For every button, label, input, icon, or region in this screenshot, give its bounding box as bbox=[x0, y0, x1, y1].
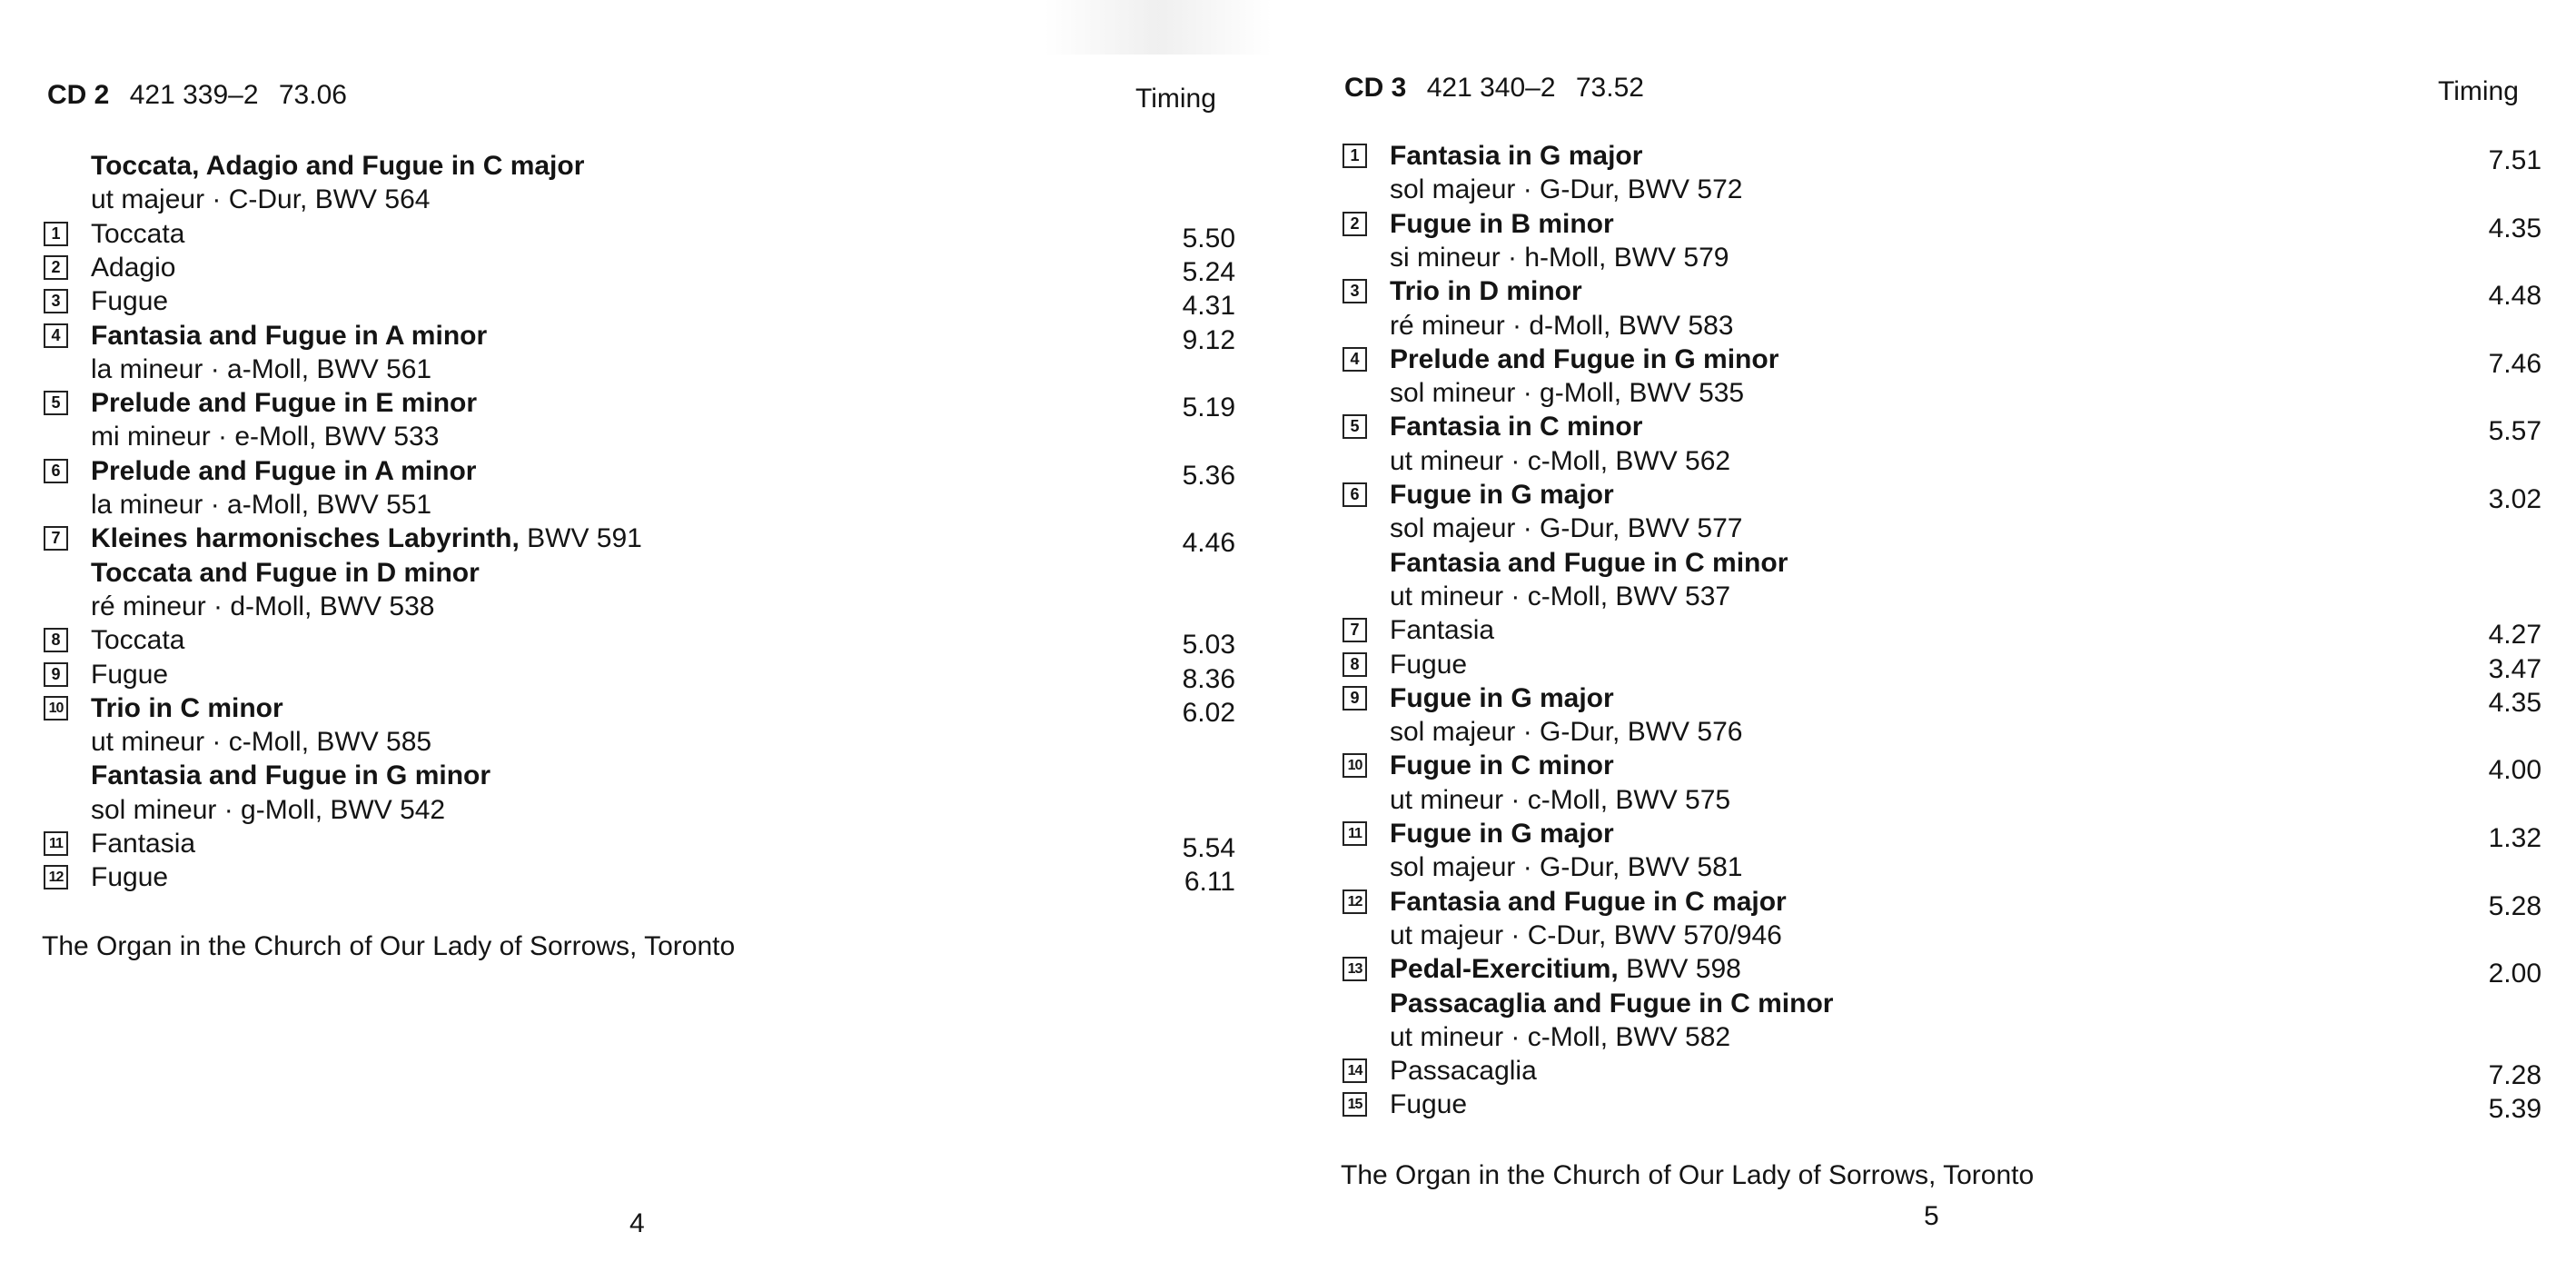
track-number-box: 7 bbox=[1342, 618, 1367, 642]
track-line bbox=[44, 183, 1235, 216]
track-line bbox=[1342, 987, 2541, 1020]
track-line bbox=[1342, 817, 2541, 853]
key-subtitle: ut mineur · c-Moll, BWV 585 bbox=[91, 727, 432, 758]
track-number-box: 9 bbox=[44, 662, 68, 687]
work-title bbox=[91, 149, 584, 183]
work-title bbox=[91, 454, 476, 488]
work-title-bold: Fantasia and Fugue in A minor bbox=[91, 320, 488, 351]
key-subtitle: ré mineur · d-Moll, BWV 538 bbox=[91, 591, 435, 621]
track-line bbox=[1342, 850, 2541, 884]
track-line bbox=[1342, 783, 2541, 817]
track-line bbox=[44, 284, 1235, 322]
track-time: 5.24 bbox=[1182, 256, 1235, 287]
key-subtitle: ut majeur · C-Dur, BWV 570/946 bbox=[1390, 919, 1782, 950]
track-line bbox=[1342, 274, 2541, 312]
track-line bbox=[1342, 478, 2541, 512]
track-time: 4.00 bbox=[2488, 755, 2541, 786]
cd-label: CD 2 bbox=[47, 80, 110, 110]
track-number-box: 1 bbox=[44, 222, 68, 246]
movement-name: Fantasia bbox=[1390, 615, 1495, 646]
track-time: 4.31 bbox=[1182, 291, 1235, 322]
work-title-bold: Fantasia and Fugue in C major bbox=[1390, 886, 1787, 917]
movement-name: Fantasia bbox=[91, 829, 196, 859]
work-title bbox=[1390, 681, 1614, 715]
track-number-box: 2 bbox=[44, 255, 68, 280]
track-line bbox=[1342, 580, 2541, 613]
track-time: 4.27 bbox=[2488, 620, 2541, 651]
track-line bbox=[1342, 885, 2541, 919]
work-title bbox=[91, 759, 490, 792]
key-subtitle: sol majeur · G-Dur, BWV 576 bbox=[1390, 717, 1743, 748]
key-subtitle: mi mineur · e-Moll, BWV 533 bbox=[91, 422, 440, 452]
track-time: 7.28 bbox=[2488, 1060, 2541, 1091]
track-line bbox=[44, 319, 1235, 353]
track-line bbox=[44, 454, 1235, 491]
track-time: 1.32 bbox=[2488, 823, 2541, 853]
work-title bbox=[1390, 987, 1833, 1020]
key-subtitle: sol majeur · G-Dur, BWV 572 bbox=[1390, 174, 1743, 205]
key-subtitle: sol mineur · g-Moll, BWV 542 bbox=[91, 794, 446, 825]
key-subtitle: sol majeur · G-Dur, BWV 577 bbox=[1390, 513, 1743, 544]
key-subtitle: la mineur · a-Moll, BWV 561 bbox=[91, 353, 432, 384]
work-title-bold: Fantasia in C minor bbox=[1390, 412, 1643, 442]
track-line bbox=[1342, 139, 2541, 173]
track-line bbox=[1342, 681, 2541, 718]
track-number-box: 7 bbox=[44, 526, 68, 551]
track-time: 4.46 bbox=[1182, 528, 1235, 559]
work-title-bold: Fugue in G major bbox=[1390, 480, 1614, 510]
track-line bbox=[44, 251, 1235, 287]
track-time: 4.35 bbox=[2488, 687, 2541, 718]
track-time: 5.57 bbox=[2488, 416, 2541, 447]
key-subtitle: ut mineur · c-Moll, BWV 575 bbox=[1390, 784, 1731, 815]
track-line bbox=[44, 556, 1235, 590]
track-number-box: 5 bbox=[44, 391, 68, 415]
work-title-bold: Prelude and Fugue in E minor bbox=[91, 388, 478, 419]
track-line bbox=[44, 217, 1235, 251]
catalog-number: 421 339–2 bbox=[129, 80, 259, 110]
track-line bbox=[44, 590, 1235, 623]
work-title-bold: Fugue in B minor bbox=[1390, 208, 1614, 239]
work-title bbox=[91, 556, 480, 590]
track-line bbox=[44, 420, 1235, 453]
work-title-bold: Fantasia in G major bbox=[1390, 141, 1643, 171]
track-time: 5.28 bbox=[2488, 890, 2541, 921]
work-title-bold: Kleines harmonisches Labyrinth, bbox=[91, 523, 520, 554]
track-line bbox=[1342, 207, 2541, 241]
work-title bbox=[1390, 546, 1788, 580]
work-title bbox=[91, 319, 487, 353]
track-number-box: 2 bbox=[1342, 212, 1367, 236]
track-number-box: 6 bbox=[44, 459, 68, 483]
disc-duration: 73.06 bbox=[278, 80, 347, 110]
track-number-box: 8 bbox=[44, 628, 68, 652]
organ-credit: The Organ in the Church of Our Lady of Sorrows, Toronto bbox=[1341, 1160, 2035, 1190]
key-subtitle: ut mineur · c-Moll, BWV 582 bbox=[1390, 1021, 1731, 1052]
catalog-suffix: BWV 591 bbox=[519, 523, 642, 554]
work-title-bold: Fugue in G major bbox=[1390, 682, 1614, 713]
movement-name: Toccata bbox=[91, 625, 185, 656]
track-number-box: 6 bbox=[1342, 482, 1367, 507]
work-title bbox=[91, 691, 283, 725]
track-line bbox=[1342, 1088, 2541, 1125]
work-title-bold: Trio in D minor bbox=[1390, 276, 1582, 307]
track-number-box: 11 bbox=[1342, 821, 1367, 846]
track-number-box: 4 bbox=[44, 323, 68, 348]
movement-name: Toccata bbox=[91, 218, 185, 249]
work-title bbox=[1390, 343, 1778, 376]
right-page bbox=[1288, 0, 2576, 1272]
timing-heading: Timing bbox=[2438, 76, 2519, 106]
track-time: 4.35 bbox=[2488, 213, 2541, 243]
track-number-box: 10 bbox=[1342, 753, 1367, 778]
show-through-shadow bbox=[1045, 0, 1272, 55]
key-subtitle: la mineur · a-Moll, BWV 551 bbox=[91, 490, 432, 520]
work-title bbox=[1390, 952, 1741, 986]
track-number-box: 13 bbox=[1342, 957, 1367, 981]
track-line bbox=[1342, 1020, 2541, 1054]
track-line bbox=[1342, 343, 2541, 379]
cd2-header bbox=[47, 80, 347, 111]
track-line bbox=[1342, 546, 2541, 580]
movement-name: Adagio bbox=[91, 252, 176, 283]
track-number-box: 15 bbox=[1342, 1092, 1367, 1117]
work-title bbox=[1390, 207, 1614, 241]
work-title bbox=[1390, 478, 1614, 512]
disc-duration: 73.52 bbox=[1575, 73, 1644, 103]
track-line bbox=[44, 149, 1235, 183]
work-title-bold: Trio in C minor bbox=[91, 692, 283, 723]
track-time: 3.47 bbox=[2488, 653, 2541, 684]
track-line bbox=[1342, 376, 2541, 410]
track-line bbox=[44, 658, 1235, 694]
page-number: 5 bbox=[1924, 1201, 1939, 1231]
movement-name: Fugue bbox=[1390, 649, 1468, 680]
track-time: 6.11 bbox=[1184, 867, 1235, 898]
key-subtitle: ut mineur · c-Moll, BWV 537 bbox=[1390, 581, 1731, 611]
track-number-box: 12 bbox=[1342, 889, 1367, 914]
track-line bbox=[44, 386, 1235, 423]
track-time: 5.03 bbox=[1182, 630, 1235, 661]
track-line bbox=[1342, 613, 2541, 651]
work-title-bold: Fantasia and Fugue in C minor bbox=[1390, 547, 1788, 578]
work-title bbox=[1390, 139, 1642, 173]
track-time: 5.39 bbox=[2488, 1094, 2541, 1125]
work-title bbox=[91, 522, 642, 555]
track-number-box: 8 bbox=[1342, 652, 1367, 677]
track-number-box: 3 bbox=[1342, 279, 1367, 303]
track-number-box: 12 bbox=[44, 865, 68, 889]
track-time: 5.19 bbox=[1182, 393, 1235, 423]
track-line bbox=[44, 623, 1235, 661]
track-line bbox=[44, 759, 1235, 792]
track-line bbox=[1342, 309, 2541, 343]
track-number-box: 1 bbox=[1342, 144, 1367, 168]
movement-name: Fugue bbox=[1390, 1089, 1468, 1120]
track-number-box: 11 bbox=[44, 831, 68, 856]
track-time: 4.48 bbox=[2488, 281, 2541, 312]
work-title-bold: Prelude and Fugue in G minor bbox=[1390, 343, 1779, 374]
track-line bbox=[44, 522, 1235, 559]
track-line bbox=[1342, 1054, 2541, 1091]
track-number-box: 14 bbox=[1342, 1058, 1367, 1083]
work-title-bold: Fugue in C minor bbox=[1390, 750, 1614, 781]
catalog-number: 421 340–2 bbox=[1426, 73, 1556, 103]
work-title-bold: Toccata, Adagio and Fugue in C major bbox=[91, 151, 585, 181]
work-title-bold: Toccata and Fugue in D minor bbox=[91, 557, 480, 588]
key-subtitle: sol mineur · g-Moll, BWV 535 bbox=[1390, 378, 1745, 409]
track-time: 7.46 bbox=[2488, 348, 2541, 379]
key-subtitle: ut mineur · c-Moll, BWV 562 bbox=[1390, 445, 1731, 476]
key-subtitle: ré mineur · d-Moll, BWV 583 bbox=[1390, 310, 1734, 341]
work-title-bold: Pedal-Exercitium, bbox=[1390, 954, 1619, 985]
work-title bbox=[1390, 274, 1582, 308]
track-number-box: 4 bbox=[1342, 347, 1367, 372]
track-line bbox=[1342, 241, 2541, 274]
track-time: 8.36 bbox=[1182, 663, 1235, 694]
track-line bbox=[1342, 512, 2541, 545]
track-number-box: 3 bbox=[44, 289, 68, 313]
track-line bbox=[44, 488, 1235, 522]
track-line bbox=[1342, 749, 2541, 786]
work-title bbox=[91, 386, 477, 420]
key-subtitle: sol majeur · G-Dur, BWV 581 bbox=[1390, 852, 1743, 883]
track-number-box: 10 bbox=[44, 696, 68, 720]
track-line bbox=[1342, 173, 2541, 206]
track-line bbox=[44, 353, 1235, 386]
movement-name: Fugue bbox=[91, 286, 169, 317]
track-time: 5.54 bbox=[1182, 833, 1235, 863]
track-line bbox=[1342, 919, 2541, 952]
track-line bbox=[44, 793, 1235, 827]
work-title-bold: Fantasia and Fugue in G minor bbox=[91, 760, 491, 791]
track-line bbox=[1342, 410, 2541, 447]
movement-name: Passacaglia bbox=[1390, 1056, 1537, 1087]
track-line bbox=[44, 725, 1235, 759]
track-time: 2.00 bbox=[2488, 959, 2541, 989]
movement-name: Fugue bbox=[91, 862, 169, 893]
track-line bbox=[44, 827, 1235, 863]
cd3-header bbox=[1344, 73, 1644, 104]
track-time: 6.02 bbox=[1182, 697, 1235, 728]
track-time: 9.12 bbox=[1182, 324, 1235, 355]
track-time: 5.36 bbox=[1182, 460, 1235, 491]
work-title-bold: Passacaglia and Fugue in C minor bbox=[1390, 988, 1834, 1019]
cd-label: CD 3 bbox=[1344, 73, 1407, 103]
track-line bbox=[1342, 952, 2541, 989]
organ-credit: The Organ in the Church of Our Lady of Sorrows, Toronto bbox=[42, 931, 736, 961]
movement-name: Fugue bbox=[91, 659, 169, 690]
work-title-bold: Fugue in G major bbox=[1390, 819, 1614, 849]
track-line bbox=[44, 691, 1235, 728]
page-number: 4 bbox=[629, 1208, 645, 1238]
track-line bbox=[1342, 715, 2541, 749]
track-line bbox=[1342, 648, 2541, 684]
catalog-suffix: BWV 598 bbox=[1618, 954, 1741, 985]
work-title-bold: Prelude and Fugue in A minor bbox=[91, 455, 477, 486]
track-time: 5.50 bbox=[1182, 223, 1235, 253]
track-line bbox=[1342, 444, 2541, 478]
work-title bbox=[1390, 817, 1614, 850]
track-time: 3.02 bbox=[2488, 484, 2541, 514]
work-title bbox=[1390, 885, 1787, 919]
track-line bbox=[44, 860, 1235, 898]
track-time: 7.51 bbox=[2488, 145, 2541, 175]
work-title bbox=[1390, 410, 1642, 443]
key-subtitle: si mineur · h-Moll, BWV 579 bbox=[1390, 242, 1729, 273]
timing-heading: Timing bbox=[1135, 84, 1216, 114]
track-number-box: 5 bbox=[1342, 414, 1367, 439]
track-number-box: 9 bbox=[1342, 686, 1367, 711]
work-title bbox=[1390, 749, 1614, 782]
key-subtitle: ut majeur · C-Dur, BWV 564 bbox=[91, 184, 431, 215]
